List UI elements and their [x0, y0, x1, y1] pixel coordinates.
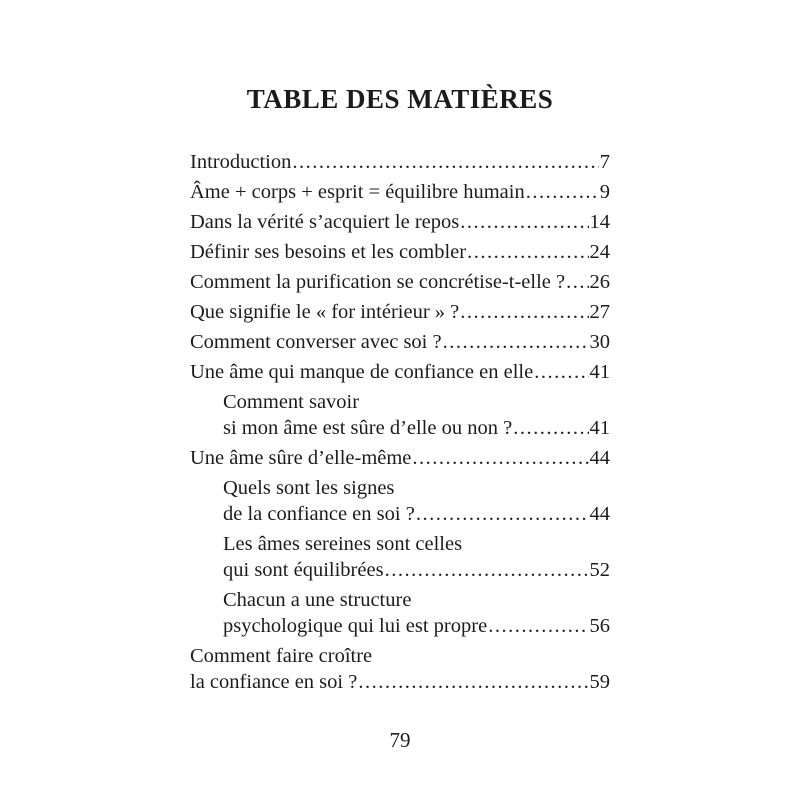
toc-entry-page: 44 — [589, 447, 610, 469]
toc-entry-line: Chacun a une structure — [223, 589, 412, 611]
dot-leader — [566, 269, 588, 295]
toc-entry-label: qui sont équilibrées — [223, 559, 384, 581]
toc-entry-line: Quels sont les signes — [223, 477, 395, 499]
folio-page-number: 79 — [389, 728, 411, 752]
toc-entry-page: 44 — [589, 503, 610, 525]
toc-entry-line — [190, 179, 610, 205]
toc-entry — [190, 531, 610, 583]
toc-entry-line — [190, 669, 610, 695]
toc-entry-line — [223, 415, 610, 441]
toc-entry-label: Comment converser avec soi ? — [190, 331, 442, 353]
toc-entry-line — [190, 329, 610, 355]
dot-leader — [526, 179, 599, 205]
toc-entry-label: Âme + corps + esprit = équilibre humain — [190, 181, 525, 203]
toc-entry — [190, 359, 610, 385]
toc-entry-label: si mon âme est sûre d’elle ou non ? — [223, 417, 513, 439]
toc-entry-label: Dans la vérité s’acquiert le repos — [190, 211, 460, 233]
page-title: TABLE DES MATIÈRES — [246, 84, 554, 114]
toc-entry-label: la confiance en soi ? — [190, 671, 358, 693]
toc-entry-line: Comment savoir — [223, 391, 360, 413]
toc-entry — [190, 269, 610, 295]
toc-entry-line — [190, 209, 610, 235]
dot-leader — [460, 299, 588, 325]
toc-entry-label: Définir ses besoins et les combler — [190, 241, 467, 263]
dot-leader — [488, 613, 588, 639]
toc-entry-label: Introduction — [190, 151, 292, 173]
dot-leader — [292, 149, 598, 175]
toc-entry — [190, 587, 610, 639]
table-of-contents — [190, 149, 610, 695]
toc-entry — [190, 299, 610, 325]
toc-entry-line — [223, 557, 610, 583]
toc-entry-page: 9 — [599, 181, 610, 203]
toc-entry-line — [223, 613, 610, 639]
toc-entry-page: 52 — [589, 559, 610, 581]
toc-entry-page: 7 — [599, 151, 610, 173]
toc-entry — [190, 149, 610, 175]
toc-entry-line — [190, 359, 610, 385]
toc-entry-line — [190, 299, 610, 325]
toc-entry-label: Comment la purification se concrétise-t-elle ? — [190, 271, 566, 293]
toc-entry — [190, 209, 610, 235]
toc-entry-label: de la confiance en soi ? — [223, 503, 415, 525]
toc-entry-page: 14 — [589, 211, 610, 233]
toc-entry-page: 30 — [589, 331, 610, 353]
dot-leader — [534, 359, 588, 385]
toc-entry-line — [190, 149, 610, 175]
toc-entry-line: Les âmes sereines sont celles — [223, 533, 463, 555]
toc-entry-line — [190, 269, 610, 295]
toc-entry-page: 41 — [589, 361, 610, 383]
dot-leader — [513, 415, 588, 441]
toc-entry-line — [223, 501, 610, 527]
dot-leader — [460, 209, 588, 235]
toc-entry — [190, 389, 610, 441]
dot-leader — [416, 501, 589, 527]
dot-leader — [385, 557, 589, 583]
toc-entry — [190, 475, 610, 527]
toc-entry-line — [190, 239, 610, 265]
toc-entry-label: psychologique qui lui est propre — [223, 615, 488, 637]
toc-entry-line: Comment faire croître — [190, 645, 373, 667]
toc-entry-label: Que signifie le « for intérieur » ? — [190, 301, 460, 323]
toc-entry — [190, 445, 610, 471]
toc-entry — [190, 239, 610, 265]
toc-entry-label: Une âme qui manque de confiance en elle — [190, 361, 534, 383]
toc-entry-line — [190, 445, 610, 471]
dot-leader — [358, 669, 588, 695]
toc-entry-label: Une âme sûre d’elle-même — [190, 447, 412, 469]
dot-leader — [467, 239, 588, 265]
toc-entry-page: 27 — [589, 301, 610, 323]
toc-entry — [190, 643, 610, 695]
toc-entry-page: 56 — [589, 615, 610, 637]
toc-entry-page: 59 — [589, 671, 610, 693]
toc-entry-page: 41 — [589, 417, 610, 439]
toc-entry — [190, 179, 610, 205]
toc-entry — [190, 329, 610, 355]
dot-leader — [412, 445, 588, 471]
dot-leader — [443, 329, 589, 355]
toc-entry-page: 26 — [589, 271, 610, 293]
toc-entry-page: 24 — [589, 241, 610, 263]
